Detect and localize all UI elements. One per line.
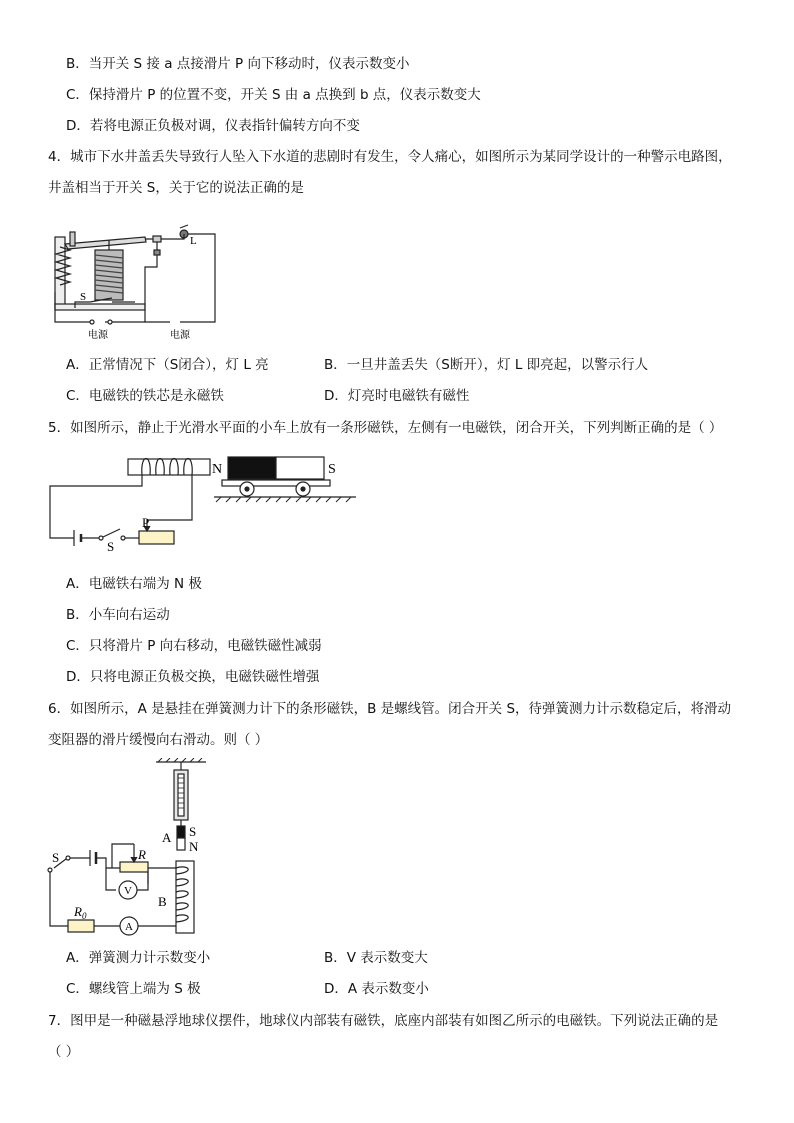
- q6-circuit-figure: [40, 758, 240, 938]
- q6-stem-line1: 6．如图所示，A 是悬挂在弹簧测力计下的条形磁铁，B 是螺线管。闭合开关 S，待弹簧测力计示数稳定后，将滑动: [48, 701, 732, 717]
- resistor-r0: [68, 920, 94, 932]
- q6-option-d: D．A 表示数变小: [324, 981, 429, 997]
- q6-label-s-pole: S: [189, 824, 197, 839]
- q5-option-c: C．只将滑片 P 向右移动，电磁铁磁性减弱: [66, 638, 322, 654]
- bar-magnet-n: [228, 457, 276, 479]
- relay-armature: [65, 237, 146, 249]
- q6-rheostat-label: R: [138, 847, 146, 862]
- q6-label-a: A: [162, 830, 172, 845]
- rheostat: [139, 531, 174, 544]
- q7-stem-line2: （ ）: [48, 1044, 80, 1060]
- q6-label-n-pole: N: [189, 839, 199, 854]
- q5-magnet-n-label: N: [212, 462, 223, 477]
- q3-option-d: D．若将电源正负极对调，仪表指针偏转方向不变: [66, 118, 360, 134]
- q6-r0-label: $R_0$: [74, 904, 87, 921]
- q5-option-a: A．电磁铁右端为 N 极: [66, 576, 202, 592]
- q6-stem-line2: 变阻器的滑片缓慢向右滑动。则（ ）: [48, 732, 269, 748]
- q4-option-d: D．灯亮时电磁铁有磁性: [324, 388, 470, 404]
- bar-magnet-s: [276, 457, 324, 479]
- q5-option-b: B．小车向右运动: [66, 607, 170, 623]
- q6-voltmeter-label: V: [124, 885, 132, 897]
- q4-option-c: C．电磁铁的铁芯是永磁铁: [66, 388, 224, 404]
- q4-circuit-figure: [50, 222, 220, 344]
- q5-switch-s: [103, 529, 120, 537]
- q7-stem-line1: 7．图甲是一种磁悬浮地球仪摆件，地球仪内部装有磁铁，底座内部装有如图乙所示的电磁铁。下列说法正确的是: [48, 1013, 719, 1029]
- q5-slider-label: P: [142, 515, 150, 530]
- q5-circuit-figure: [44, 450, 364, 555]
- q6-ammeter-label: A: [125, 921, 133, 933]
- q3-option-b: B．当开关 S 接 a 点接滑片 P 向下移动时，仪表示数变小: [66, 56, 410, 72]
- magnet-a-s: [177, 826, 185, 838]
- magnet-a-n: [177, 838, 185, 850]
- q5-switch-label: S: [107, 539, 115, 554]
- q4-source-left: 电源: [88, 330, 108, 341]
- q3-option-c: C．保持滑片 P 的位置不变，开关 S 由 a 点换到 b 点，仪表示数变大: [66, 87, 481, 103]
- q4-stem-line2: 井盖相当于开关 S，关于它的说法正确的是: [48, 180, 304, 196]
- q5-option-d: D．只将电源正负极交换，电磁铁磁性增强: [66, 669, 320, 685]
- q6-label-b: B: [158, 894, 167, 909]
- rheostat-r: [120, 862, 148, 872]
- q6-option-a: A．弹簧测力计示数变小: [66, 950, 211, 966]
- q5-magnet-s-label: S: [328, 462, 336, 477]
- electromagnet-core: [128, 459, 210, 475]
- q6-option-b: B．V 表示数变大: [324, 950, 428, 966]
- q4-lamp-label: L: [190, 235, 197, 247]
- rheostat-slider-p: [147, 520, 162, 530]
- cart-body: [222, 480, 330, 486]
- relay-contact: [153, 236, 161, 242]
- q6-option-c: C．螺线管上端为 S 极: [66, 981, 201, 997]
- relay-base: [55, 304, 145, 310]
- q4-source-right: 电源: [170, 330, 190, 341]
- q5-stem: 5．如图所示，静止于光滑水平面的小车上放有一条形磁铁，左侧有一电磁铁，闭合开关，下列判断正确的是（ ）: [48, 420, 723, 436]
- q4-switch-label: S: [80, 291, 87, 303]
- q4-option-b: B．一旦井盖丢失（S断开），灯 L 即亮起，以警示行人: [324, 357, 649, 373]
- q6-switch-label: S: [52, 850, 60, 865]
- q4-option-a: A．正常情况下（S闭合），灯 L 亮: [66, 357, 269, 373]
- q4-stem-line1: 4．城市下水井盖丢失导致行人坠入下水道的悲剧时有发生，令人痛心，如图所示为某同学设计的一种警示电路图，: [48, 149, 732, 165]
